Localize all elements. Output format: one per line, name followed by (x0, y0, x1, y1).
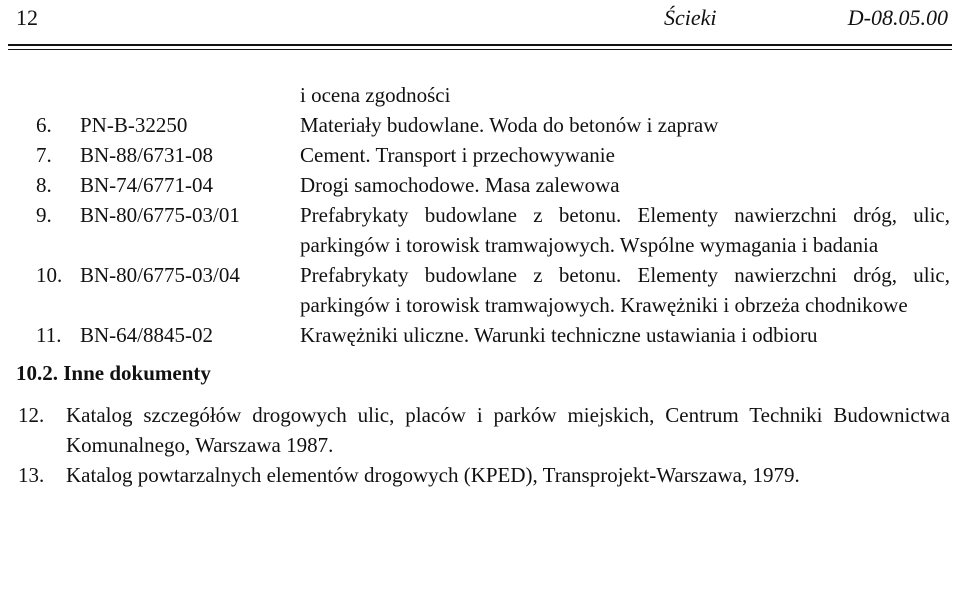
reference-number: 12. (18, 403, 45, 427)
standard-continuation: i ocena zgodności (300, 83, 451, 107)
standard-number: 6. (36, 113, 52, 137)
standard-number: 11. (36, 323, 62, 347)
standard-number: 10. (36, 263, 63, 287)
standard-title: Krawężniki uliczne. Warunki techniczne ustawiania i odbioru (300, 323, 818, 347)
standard-row (0, 260, 960, 320)
page-number: 12 (16, 5, 38, 30)
reference-text: Katalog szczegółów drogowych ulic, placów i parków miejskich, Centrum Techniki Budownictwa Komunalnego, Warszawa 1987. (66, 403, 950, 457)
standard-row (0, 140, 960, 170)
document-code: D-08.05.00 (847, 5, 948, 30)
standard-code: BN-80/6775-03/01 (80, 203, 240, 227)
standard-number: 9. (36, 203, 52, 227)
spacer (0, 388, 960, 400)
standard-row (0, 200, 960, 260)
page-content (0, 80, 960, 490)
standard-code: BN-74/6771-04 (80, 173, 213, 197)
reference-number: 13. (18, 463, 45, 487)
standard-row (0, 170, 960, 200)
subsection-heading: 10.2. Inne dokumenty (16, 361, 211, 385)
standard-code: PN-B-32250 (80, 113, 188, 137)
reference-row (0, 460, 960, 490)
standard-number: 7. (36, 143, 52, 167)
header-rule-thin (8, 49, 952, 50)
standard-code: BN-80/6775-03/04 (80, 263, 240, 287)
reference-row (0, 400, 960, 460)
standard-title: Prefabrykaty budowlane z betonu. Elementy nawierzchni dróg, ulic, parkingów i torowisk tramwajowych. Wspólne wymagania i badania (300, 203, 950, 257)
standard-title: Prefabrykaty budowlane z betonu. Elementy nawierzchni dróg, ulic, parkingów i torowisk tramwajowych. Krawężniki i obrzeża chodnikowe (300, 263, 950, 317)
standard-row (0, 110, 960, 140)
header-rule (8, 44, 952, 46)
standard-code: BN-64/8845-02 (80, 323, 213, 347)
reference-text: Katalog powtarzalnych elementów drogowych (KPED), Transprojekt-Warszawa, 1979. (66, 463, 800, 487)
standard-title: Materiały budowlane. Woda do betonów i zapraw (300, 113, 719, 137)
standard-code: BN-88/6731-08 (80, 143, 213, 167)
standard-row (0, 320, 960, 350)
standard-number: 8. (36, 173, 52, 197)
standard-title: Cement. Transport i przechowywanie (300, 143, 615, 167)
page-header (0, 0, 960, 46)
section-title: Ścieki (664, 5, 717, 30)
standard-title: Drogi samochodowe. Masa zalewowa (300, 173, 620, 197)
